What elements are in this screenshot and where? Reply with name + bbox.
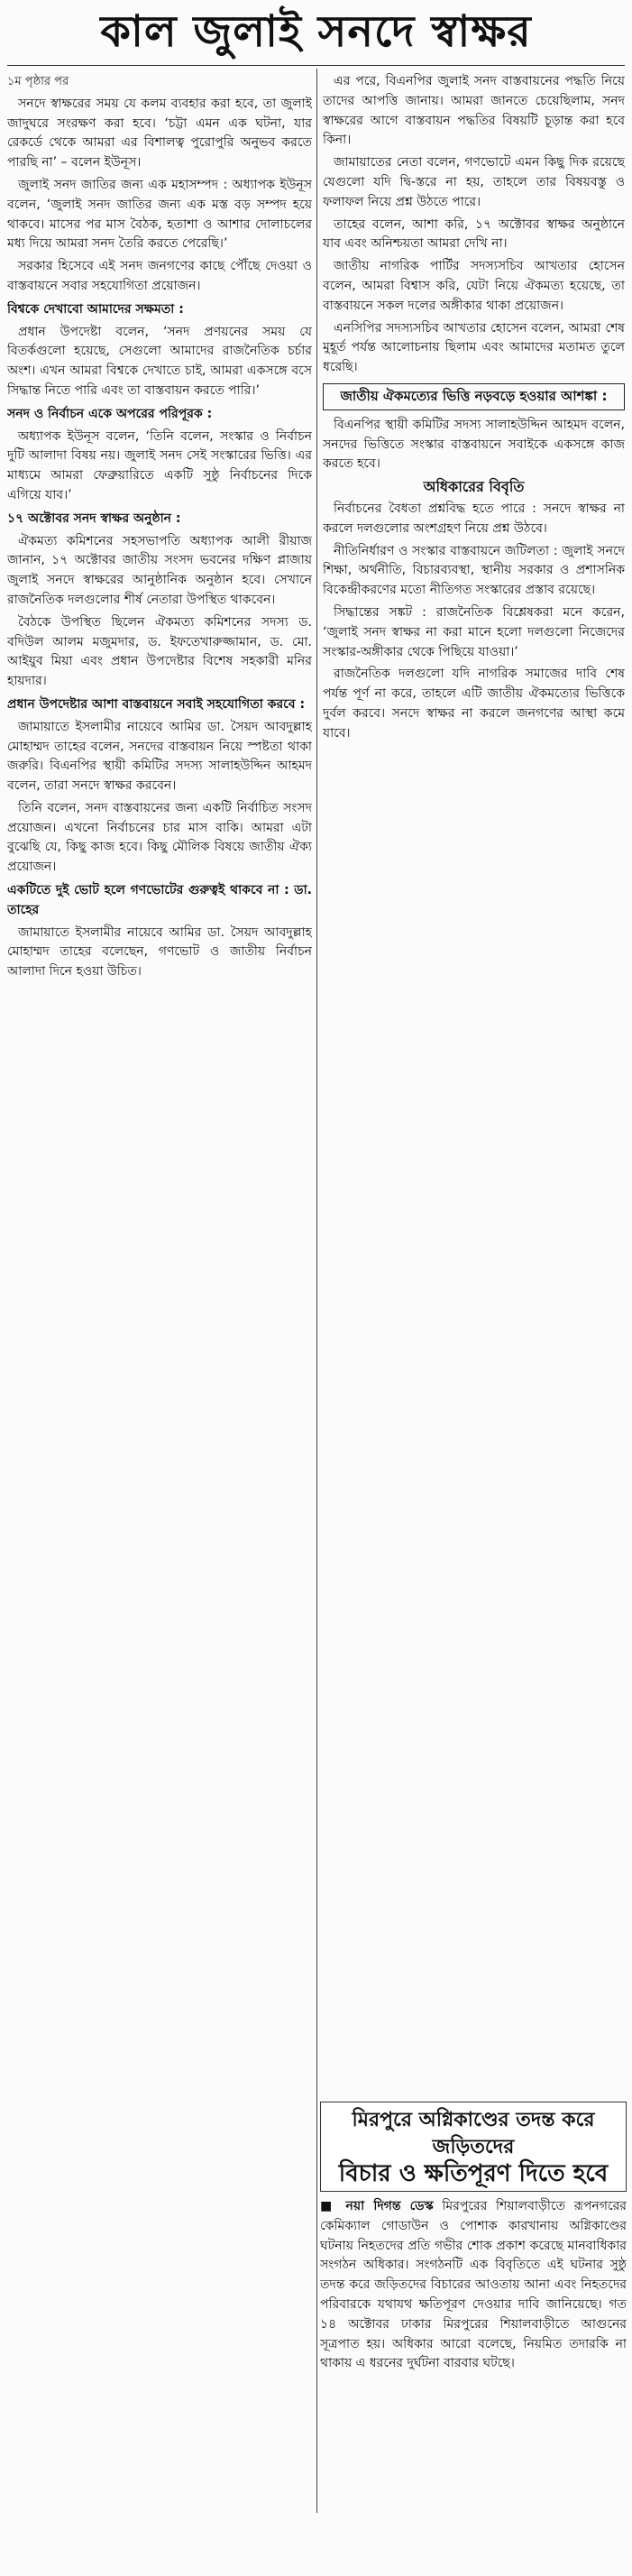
paragraph: নীতিনির্ধারণ ও সংস্কার বাস্তবায়নে জটিলতা : জুলাই সনদে শিক্ষা, অর্থনীতি, বিচারব্যবস্থা, স্থানীয় সরকার ও প্রশাসনিক বিকেন্দ্রীকরণের মতো নীতিগত সংস্কারের প্রস্তাব রয়েছে। — [323, 543, 625, 598]
paragraph: জামায়াতের নেতা বলেন, গণভোটে এমন কিছু দিক রয়েছে যেগুলো যদি দ্বি-স্তরে না হয়, তাহলে তার বিষয়বস্তু ও ফলাফল নিয়ে প্রশ্ন উঠতে পারে। — [323, 155, 625, 209]
paragraph: নির্বাচনের বৈধতা প্রশ্নবিদ্ধ হতে পারে : সনদে স্বাক্ষর না করলে দলগুলোর অংশগ্রহণ নিয়ে প্রশ্ন উঠবে। — [323, 501, 625, 536]
column-divider — [316, 69, 317, 2513]
secondary-story — [320, 2102, 627, 2576]
main-headline: কাল জুলাই সনদে স্বাক্ষর — [100, 6, 532, 57]
right-column — [323, 72, 625, 2093]
section-title: অধিকারের বিবৃতি — [423, 478, 525, 496]
subheading: প্রধান উপদেষ্টার আশা বাস্তবায়নে সবাই সহযোগিতা করবে : — [7, 696, 306, 712]
paragraph: সরকার হিসেবে এই সনদ জনগণের কাছে পৌঁছে দেওয়া ও বাস্তবায়নে সবার সহযোগিতা প্রয়োজন। — [7, 259, 312, 293]
paragraph: অধ্যাপক ইউনূস বলেন, ‘তিনি বলেন, সংস্কার ও নির্বাচন দুটি আলাদা বিষয় নয়। জুলাই সনদ সেই সংস্কারের ভিত্তি। এর মাধ্যমে আমরা ফেব্রুয়ারিতে একটি সুষ্ঠু নির্বাচনের দিকে এগিয়ে যাব।’ — [7, 428, 312, 502]
paragraph: বৈঠকে উপস্থিত ছিলেন ঐকমত্য কমিশনের সদস্য ড. বদিউল আলম মজুমদার, ড. ইফতেখারুজ্জামান, ড. মো. আইয়ুব মিয়া এবং প্রধান উপদেষ্টার বিশেষ সহকারী মনির হায়দার। — [7, 614, 312, 689]
paragraph: সিদ্ধান্তের সঙ্কট : রাজনৈতিক বিশ্লেষকরা মনে করেন, ‘জুলাই সনদ স্বাক্ষর না করা মানে হলো দলগুলো নিজেদের সংস্কার-অঙ্গীকার থেকে পিছিয়ে যাওয়া।’ — [323, 604, 625, 659]
paragraph: জাতীয় নাগরিক পার্টির সদস্যসচিব আখতার হোসেন বলেন, আমরা বিশ্বাস করি, যেটা নিয়ে ঐকমত্য হয়েছে, তা বাস্তবায়নে সকল দলের অঙ্গীকার থাকা প্রয়োজন। — [323, 259, 625, 313]
paragraph: এর পরে, বিএনপির জুলাই সনদ বাস্তবায়নের পদ্ধতি নিয়ে তাদের আপত্তি জানায়। আমরা জানতে চেয়েছিলাম, সনদ স্বাক্ষরের আগে বাস্তবায়ন পদ্ধতির বিষয়টি চূড়ান্ত করা হবে কিনা। — [323, 74, 625, 148]
secondary-headline-line2: বিচার ও ক্ষতিপূরণ দিতে হবে — [338, 2160, 609, 2187]
paragraph: সনদে স্বাক্ষরের সময় যে কলম ব্যবহার করা হবে, তা জুলাই জাদুঘরে সংরক্ষণ করা হবে। ‘চট্টা এমন এক ঘটনা, যার রেকর্ডে থেকে আমরা এর বিশালত্ব পুরোপুরি অনুভব করতে পারছি না’ – বলেন ইউনূস। — [7, 96, 312, 170]
secondary-headline-line1: মিরপুরে অগ্নিকাণ্ডের তদন্ত করে জড়িতদের — [352, 2108, 595, 2158]
paragraph: এনসিপির সদস্যসচিব আখতার হোসেন বলেন, আমরা শেষ মুহূর্ত পর্যন্ত আলোচনায় ছিলাম এবং আমাদের মতামত তুলে ধরেছি। — [323, 320, 625, 375]
paragraph: ঐকমত্য কমিশনের সহসভাপতি অধ্যাপক আলী রীয়াজ জানান, ১৭ অক্টোবর জাতীয় সংসদ ভবনের দক্ষিণ প্লাজায় জুলাই সনদে স্বাক্ষরের আনুষ্ঠানিক অনুষ্ঠান হবে। সেখানে রাজনৈতিক দলগুলোর শীর্ষ নেতারা উপস্থিত থাকবেন। — [7, 533, 312, 607]
paragraph: জুলাই সনদ জাতির জন্য এক মহাসম্পদ : অধ্যাপক ইউনূস বলেন, ‘জুলাই সনদ জাতির জন্য এক মস্ত বড় সম্পদ হয়ে থাকবে। মাসের পর মাস বৈঠক, হতাশা ও আশার দোলাচলের মধ্য দিয়ে আমরা সনদ তৈরি করতে পেরেছি।’ — [7, 177, 312, 252]
continued-from-label: ১ম পৃষ্ঠার পর — [7, 75, 69, 88]
paragraph: জামায়াতে ইসলামীর নায়েবে আমির ডা. সৈয়দ আবদুল্লাহ মোহাম্মদ তাহের বলেন, সনদের বাস্তবায়ন নিয়ে স্পষ্টতা থাকা জরুরি। বিএনপির স্থায়ী কমিটির সদস্য সালাহউদ্দিন আহমদ বলেন, তারা সনদে স্বাক্ষর করবেন। — [7, 719, 312, 794]
paragraph: তাহের বলেন, আশা করি, ১৭ অক্টোবর স্বাক্ষর অনুষ্ঠানে যাব এবং অনিশ্চয়তা আমরা দেখি না। — [323, 216, 625, 252]
paragraph: প্রধান উপদেষ্টা বলেন, ‘সনদ প্রণয়নের সময় যে বিতর্কগুলো হয়েছে, সেগুলো আমাদের রাজনৈতিক চর্চার অংশ। এখন আমরা বিশ্বকে দেখাতে চাই, আমরা একসঙ্গে বসে সিদ্ধান্ত নিতে পারি এবং তা বাস্তবায়ন করতে পারি।’ — [7, 324, 312, 398]
paragraph: তিনি বলেন, সনদ বাস্তবায়নের জন্য একটি নির্বাচিত সংসদ প্রয়োজন। এখনো নির্বাচনের চার মাস বাকি। আমরা এটা বুঝেছি যে, কিছু কাজ হবে। কিছু মৌলিক বিষয়ে জাতীয় ঐক্য প্রয়োজন। — [7, 800, 312, 875]
paragraph: জামায়াতে ইসলামীর নায়েবে আমির ডা. সৈয়দ আবদুল্লাহ মোহাম্মদ তাহের বলেছেন, গণভোট ও জাতীয় নির্বাচন আলাদা দিনে হওয়া উচিত। — [7, 925, 312, 980]
secondary-story-body — [320, 2197, 627, 2576]
headline-rule — [7, 65, 625, 66]
paragraph: বিএনপির স্থায়ী কমিটির সদস্য সালাহউদ্দিন আহমদ বলেন, সনদের ভিত্তিতে সংস্কার বাস্তবায়নে সবাইকে একসঙ্গে কাজ করতে হবে। — [323, 417, 625, 472]
boxed-subheading: জাতীয় ঐকমত্যের ভিত্তি নড়বড়ে হওয়ার আশঙ্কা : — [323, 383, 625, 410]
secondary-headline — [320, 2102, 627, 2192]
secondary-story-text: মিরপুরের শিয়ালবাড়ীতে রূপনগরের কেমিক্যাল গোডাউন ও পোশাক কারখানায় অগ্নিকাণ্ডের ঘটনায় নিহতদের প্রতি গভীর শোক প্রকাশ করেছে মানবাধিকার সংগঠন অধিকার। সংগঠনটি এক বিবৃতিতে এই ঘটনার সুষ্ঠু তদন্ত করে জড়িতদের বিচারের আওতায় আনা এবং নিহতদের পরিবারকে যথাযথ ক্ষতিপূরণ দেওয়ার দাবি জানিয়েছে। গত ১৪ অক্টোবর ঢাকার মিরপুরের শিয়ালবাড়ীতে আগুনের সূত্রপাত হয়। অধিকার আরো বলেছে, নিয়মিত তদারকি না থাকায় এ ধরনের দুর্ঘটনা বারবার ঘটছে। — [320, 2199, 627, 2371]
dateline: ■ নয়া দিগন্ত ডেস্ক — [320, 2199, 434, 2213]
paragraph: রাজনৈতিক দলগুলো যদি নাগরিক সমাজের দাবি শেষ পর্যন্ত পূর্ণ না করে, তাহলে এটি জাতীয় ঐকমত্যের ভিত্তিকে দুর্বল করবে। সনদে স্বাক্ষর না করলে জনগণের আস্থা কমে যাবে। — [323, 667, 625, 741]
subheading: সনদ ও নির্বাচন একে অপরের পরিপূরক : — [7, 406, 213, 421]
subheading: একটিতে দুই ভোট হলে গণভোটের গুরুত্বই থাকবে না : ডা. তাহের — [7, 883, 312, 917]
left-column — [7, 72, 312, 2494]
subheading: ১৭ অক্টোবর সনদ স্বাক্ষর অনুষ্ঠান : — [7, 511, 181, 526]
subheading: বিশ্বকে দেখাবো আমাদের সক্ষমতা : — [7, 301, 184, 317]
